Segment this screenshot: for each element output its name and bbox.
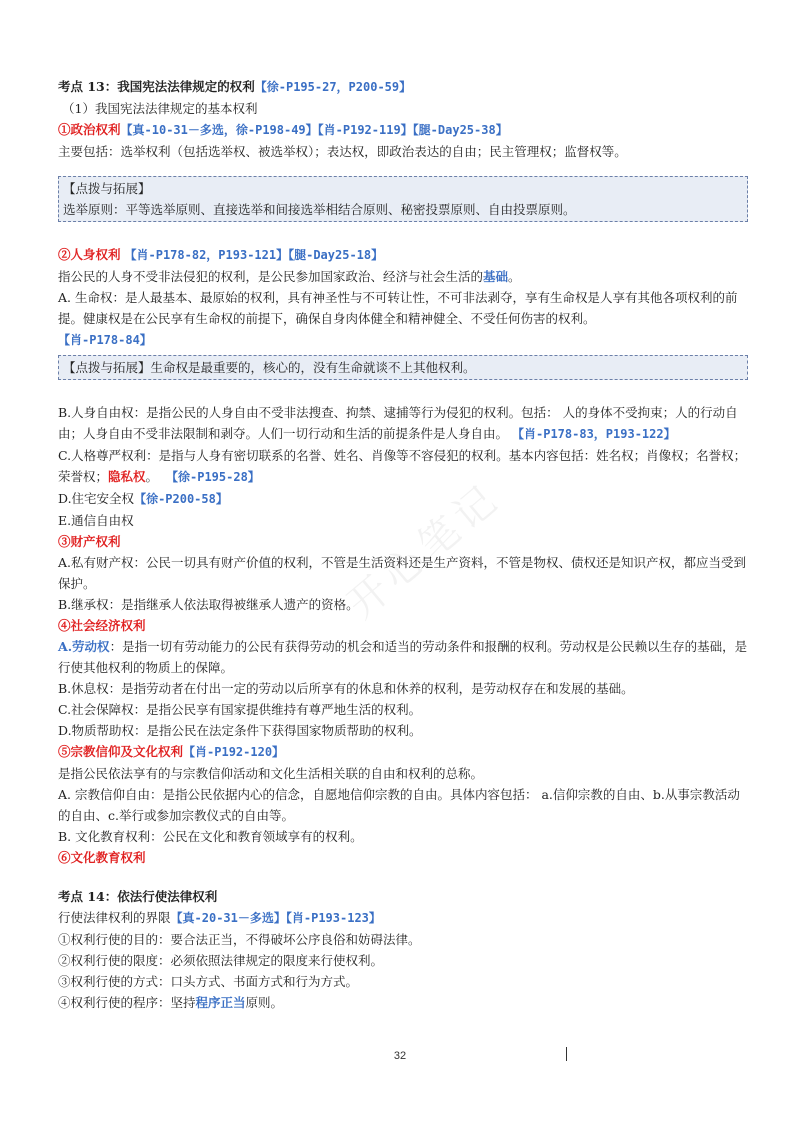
rest-right: B.休息权：是指劳动者在付出一定的劳动以后所享有的休息和休养的权利，是劳动权存在和发展的基础。 [58,681,634,696]
social-security-right: C.社会保障权：是指公民享有国家提供维持有尊严地生活的权利。 [58,702,422,717]
tip-box-election [58,176,748,222]
right-to-life: A. 生命权：是人最基本、最原始的权利，具有神圣性与不可转让性，不可非法剥夺，享有生命权是人享有其他各项权利的前提。健康权是在公民享有生命权的前提下，确保自身肉体健全和精神健全、不受任何伤害的权利。 [58,290,738,326]
property-rights-heading: ③财产权利 [58,534,121,549]
section-13-title: 考点 13：我国宪法法律规定的权利【徐-P195-27，P200-59】 [58,79,412,94]
list-item: ③权利行使的方式：口头方式、书面方式和行为方式。 [58,974,359,989]
right-to-life-ref: 【肖-P178-84】 [58,333,152,347]
residence-safety: D.住宅安全权【徐-P200-58】 [58,491,228,506]
tip-box-title: 【点拨与拓展】 [63,181,151,196]
material-assistance-right: D.物质帮助权：是指公民在法定条件下获得国家物质帮助的权利。 [58,723,422,738]
political-rights-body: 主要包括：选举权利（包括选举权、被选举权）；表达权，即政治表达的自由；民主管理权；监督权等。 [58,144,627,159]
page-number: 32 [393,1050,407,1062]
religious-freedom: A. 宗教信仰自由：是指公民依据内心的信念，自愿地信仰宗教的自由。具体内容包括： a.信仰宗教的自由、b.从事宗教活动的自由、c.举行或参加宗教仪式的自由等。 [58,787,740,823]
subheading-basic-rights: （1）我国宪法法律规定的基本权利 [62,101,258,116]
list-item: ②权利行使的限度：必须依照法律规定的限度来行使权利。 [58,953,384,968]
watermark: 开心笔记 [338,474,510,628]
list-item: ①权利行使的目的：要合法正当，不得破坏公序良俗和妨碍法律。 [58,932,421,947]
inheritance: B.继承权：是指继承人依法取得被继承人遗产的资格。 [58,597,359,612]
tip-box-life [58,355,748,380]
personal-dignity: C.人格尊严权利：是指与人身有密切联系的名誉、姓名、肖像等不容侵犯的权利。基本内容包括：姓名权；肖像权；名誉权；荣誉权；隐私权。 【徐-P195-28】 [58,448,747,484]
social-economic-heading: ④社会经济权利 [58,618,146,633]
labor-right: A.劳动权：是指一切有劳动能力的公民有获得劳动的机会和适当的劳动条件和报酬的权利。劳动权是公民赖以生存的基础，是行使其他权利的物质上的保障。 [58,639,748,675]
religion-culture-intro: 是指公民依法享有的与宗教信仰活动和文化生活相关联的自由和权利的总称。 [58,766,484,781]
culture-education-heading: ⑥文化教育权利 [58,850,146,865]
private-property: A.私有财产权：公民一切具有财产价值的权利，不管是生活资料还是生产资料，不管是物权、债权还是知识产权，都应当受到保护。 [58,555,747,591]
tip-box-body: 生命权是最重要的，核心的，没有生命就谈不上其他权利。 [150,360,476,375]
communication-freedom: E.通信自由权 [58,513,134,528]
page-divider [566,1047,567,1061]
section-14-intro: 行使法律权利的界限【真-20-31－多选】【肖-P193-123】 [58,910,381,925]
personal-rights-heading: ②人身权利 【肖-P178-82，P193-121】【腿-Day25-18】 [58,247,384,262]
personal-freedom: B.人身自由权：是指公民的人身自由不受非法搜查、拘禁、逮捕等行为侵犯的权利。包括： 人的身体不受拘束；人的行动自由；人身自由不受非法限制和剥夺。人们一切行动和生活的前提条件是人身自由。 【肖-P178-83，P193-122】 [58,405,738,441]
culture-education: B. 文化教育权利：公民在文化和教育领域享有的权利。 [58,829,363,844]
list-item: ④权利行使的程序：坚持程序正当原则。 [58,995,284,1010]
document-body [58,76,748,1013]
religion-culture-heading: ⑤宗教信仰及文化权利【肖-P192-120】 [58,744,285,759]
tip-box-body: 选举原则：平等选举原则、直接选举和间接选举相结合原则、秘密投票原则、自由投票原则。 [63,202,576,217]
political-rights-heading: ①政治权利【真-10-31－多选，徐-P198-49】【肖-P192-119】【腿-Day25-38】 [58,122,508,137]
personal-rights-intro: 指公民的人身不受非法侵犯的权利，是公民参加国家政治、经济与社会生活的基础。 [58,269,521,284]
tip-box-title: 【点拨与拓展】 [63,360,151,375]
section-14-title: 考点 14：依法行使法律权利 [58,889,218,904]
